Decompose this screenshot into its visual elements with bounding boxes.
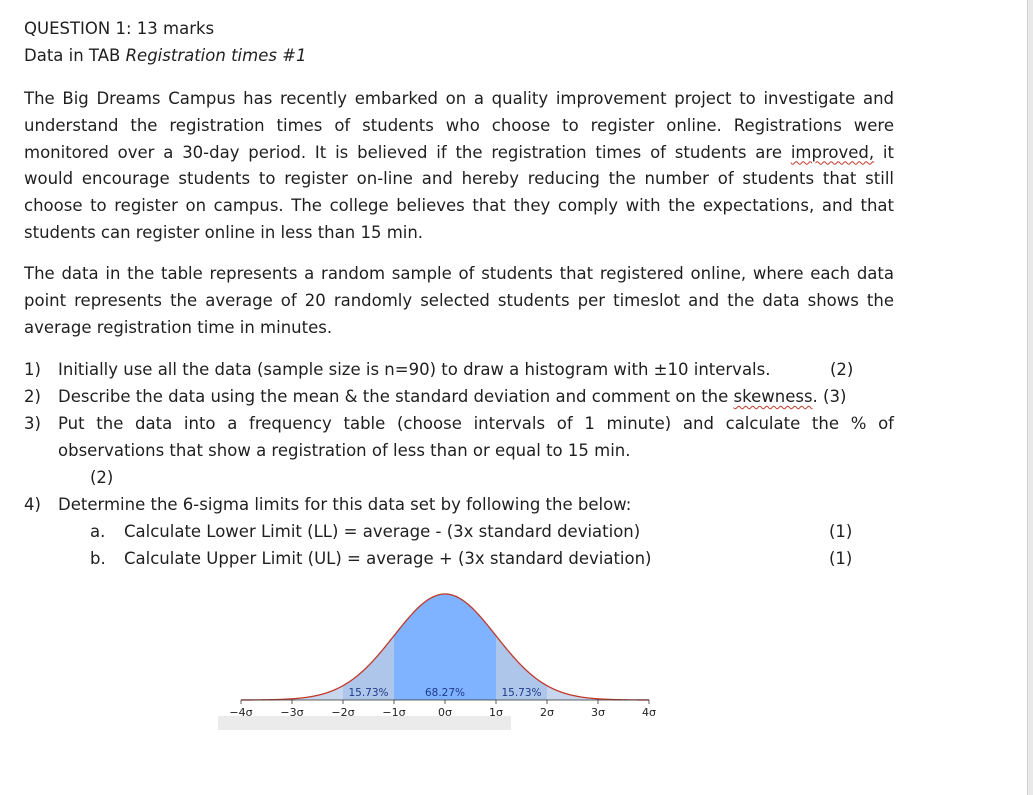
list-item-text-part: Describe the data using the mean & the standard deviation and comment on the (58, 387, 734, 406)
region-percent-label: 68.27% (424, 687, 466, 699)
marks-label: (1) (829, 522, 853, 541)
region-percent-label: 15.73% (501, 687, 542, 699)
intro-line-5: choose to register on campus. The college believes that they comply with the expectations, and that (24, 196, 894, 216)
intro-line-3-text: monitored over a 30-day period. It is believed if the registration times of students are (24, 142, 791, 162)
marks-label: (2) (90, 468, 114, 487)
list-item-text: observations that show a registration of less than or equal to 15 min. (58, 441, 631, 460)
normal-distribution-chart (218, 590, 668, 735)
list-item-number: 4) (24, 495, 41, 514)
subitem-label: a. (90, 522, 106, 541)
data-paragraph (24, 261, 894, 341)
data-source-line (24, 46, 307, 65)
data-line-2: point represents the average of 20 randomly selected students per timeslot and the data shows the (24, 290, 894, 310)
intro-paragraph (24, 86, 894, 247)
list-item-text: Put the data into a frequency table (choose intervals of 1 minute) and calculate the % of (58, 414, 894, 433)
intro-line-1: The Big Dreams Campus has recently embarked on a quality improvement project to investigate and (24, 89, 894, 108)
intro-line-3-end: it (874, 142, 894, 162)
page-edge (1027, 0, 1033, 795)
subitem-label: b. (90, 549, 106, 568)
x-tick-label: −1σ (382, 706, 406, 719)
list-item-text: Initially use all the data (sample size is n=90) to draw a histogram with ±10 intervals. (58, 360, 771, 379)
sigma-region-1 (394, 594, 496, 700)
intro-line-6: students can register online in less than 15 min. (24, 222, 424, 242)
question-title: QUESTION 1: 13 marks (24, 19, 215, 38)
list-item-number: 3) (24, 414, 41, 433)
x-tick-label: −3σ (280, 706, 304, 719)
marks-label: (1) (829, 549, 853, 568)
x-tick-label: 1σ (489, 706, 503, 719)
spellcheck-flagged-word: skewness (733, 387, 813, 406)
intro-line-4: would encourage students to register on-line and hereby reducing the number of students that still (24, 169, 894, 189)
subitem-text: Calculate Lower Limit (LL) = average - (3x standard deviation) (124, 522, 641, 541)
marks-label: (2) (830, 360, 854, 379)
list-item-text (58, 387, 846, 406)
data-line-3: average registration time in minutes. (24, 317, 333, 337)
intro-line-3 (24, 140, 894, 167)
list-item-text-part: . (3) (812, 387, 847, 406)
region-percent-label: 15.73% (348, 687, 389, 699)
list-item-number: 2) (24, 387, 41, 406)
bell-curve-figure (218, 590, 668, 735)
list-item-number: 1) (24, 360, 41, 379)
data-line-1: The data in the table represents a random sample of students that registered online, where each data (24, 264, 894, 283)
subitem-text: Calculate Upper Limit (UL) = average + (3x standard deviation) (124, 549, 652, 568)
x-tick-label: 2σ (540, 706, 554, 719)
data-tab-name: Registration times #1 (125, 46, 307, 65)
x-tick-label: −4σ (229, 706, 253, 719)
x-tick-label: 4σ (642, 706, 656, 719)
list-item-text: Determine the 6-sigma limits for this data set by following the below: (58, 495, 632, 514)
data-source-prefix: Data in TAB (24, 46, 126, 65)
x-tick-label: 0σ (438, 706, 452, 719)
spellcheck-flagged-word: improved, (790, 142, 875, 162)
x-tick-label: −2σ (331, 706, 355, 719)
x-tick-label: 3σ (591, 706, 605, 719)
intro-line-2: understand the registration times of students who choose to register online. Registrations were (24, 115, 894, 135)
